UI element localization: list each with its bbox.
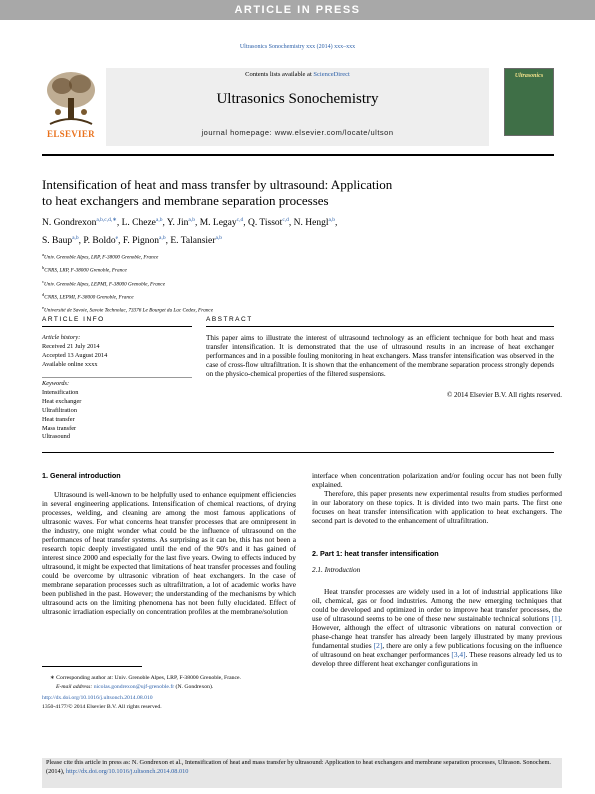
author-affiliation-mark[interactable]: c,d (236, 217, 244, 223)
footnote (42, 674, 302, 712)
affiliation-item (42, 303, 402, 316)
author-separator: , (116, 218, 122, 228)
doi-link[interactable]: http://dx.doi.org/10.1016/j.ultsonch.2014.08.010 (42, 695, 153, 702)
intro-paragraph-1: Ultrasound is well-known to be helpfully used to enhance equipment efficiencies in several engineering applications. Intensification of chemical reactions, of drying processes, welding, and cleaning are among the most famous applications of ultrasonic waves. For what concerns heat transfer processes that are omnipresent in the industry, one might wonder what could be the influence of ultrasound on the performances of heat transfer systems. As surprising as it can be, this has not been a research topic deeply investigated until the end of the 90's and it has gained of interest since 2000 and especially for the last five years. Owing to effects induced by ultrasound, it might be expected that limitations of heat transfer processes and fouling could be overcome by ultrasonic vibration of heat exchangers. In the case of membrane separation processes such as ultrafiltration, a lot of academic works have been published in the past. However; the understanding of the mechanisms by which ultrasound acts on the limiting phenomena has not been fully elucidated. Effect of ultrasonic irradiation especially on concentration profiles at the membrane/solution (42, 490, 296, 617)
contents-line (106, 71, 489, 78)
column-right (312, 471, 562, 668)
author-separator: , (194, 218, 200, 228)
author-affiliation-mark[interactable]: a,b (72, 235, 79, 241)
title-line-1: Intensification of heat and mass transfer by ultrasound: Application (42, 177, 393, 192)
author-name[interactable]: F. Pignon (122, 236, 160, 246)
author-separator: , (243, 218, 248, 228)
author-name[interactable]: M. Legay (199, 218, 237, 228)
author-affiliation-mark[interactable]: a,b (188, 217, 195, 223)
history-label: Article history: (42, 334, 81, 341)
journal-name: Ultrasonics Sonochemistry (216, 91, 379, 107)
affiliation-item (42, 290, 402, 303)
author-separator: , (78, 236, 84, 246)
author-name[interactable]: N. Gondrexon (42, 218, 97, 228)
keyword-item: Heat exchanger (42, 397, 82, 405)
para-segment: , there are only a few publications focusing on the influence of ultrasound on heat exchanger performances (312, 641, 562, 660)
keyword-item: Ultrasound (42, 433, 70, 441)
article-info-divider (42, 326, 192, 327)
affiliation-item (42, 263, 402, 276)
homepage-label: journal homepage: (201, 128, 273, 137)
journal-reference[interactable]: Ultrasonics Sonochemistry xxx (2014) xxx–xxx (239, 44, 356, 50)
contents-prefix: Contents lists available at (245, 71, 312, 78)
cover-title: Ultrasonics (514, 73, 544, 79)
section-2-heading: 2. Part 1: heat transfer intensification (312, 549, 439, 559)
email-suffix: (N. Gondrexon). (174, 683, 214, 690)
author-name[interactable]: S. Baup (42, 236, 73, 246)
journal-homepage (106, 128, 489, 137)
author-affiliation-mark[interactable]: a,b (155, 217, 163, 223)
affiliation-item (42, 277, 402, 290)
affiliation-text: Univ. Grenoble Alpes, LEPMI, F-38000 Grenoble, France (44, 281, 166, 288)
author-separator: , (165, 236, 171, 246)
affiliation-text: Université de Savoie, Savoie Technolac, 73376 Le Bourget du Lac Cedex, France (44, 308, 214, 315)
abstract-copyright: © 2014 Elsevier B.V. All rights reserved. (446, 391, 562, 399)
history-accepted: Accepted 13 August 2014 (42, 351, 108, 359)
citation-link[interactable]: [3,4] (451, 650, 466, 660)
author-name[interactable]: P. Boldo (83, 236, 116, 246)
author-name[interactable]: Y. Jin (166, 218, 189, 228)
affiliation-mark: d (42, 291, 45, 297)
affiliation-mark: e (42, 305, 44, 311)
citation-link[interactable]: [1] (551, 614, 561, 624)
corresponding-author: ∗ Corresponding author at: Univ. Grenoble Alpes, LRP, F-38000 Grenoble, France. (50, 675, 241, 681)
author-list (42, 213, 542, 249)
intro-paragraph-1-continued: interface when concentration polarization and/or fouling occur has not been fully explained. (312, 471, 562, 490)
author-affiliation-mark[interactable]: a,b (328, 217, 336, 223)
author-affiliation-mark[interactable]: a,b (159, 235, 166, 241)
keyword-item: Mass transfer (42, 424, 77, 432)
affiliation-text: Univ. Grenoble Alpes, LRP, F-38000 Grenoble, France (44, 254, 159, 261)
front-matter-divider (42, 452, 554, 453)
para-segment: . However, although the effect of ultrasonic vibrations on natural convection or phase-change heat transfer has already been largely illustrated by many previous fundamental studies (312, 614, 562, 651)
email-link[interactable]: nicolas.gondrexon@ujf-grenoble.fr (93, 683, 175, 690)
keywords-divider (42, 377, 192, 378)
affiliation-mark: b (42, 265, 45, 271)
affiliation-item (42, 250, 402, 263)
keyword-item: Heat transfer (42, 415, 75, 423)
abstract-heading: ABSTRACT (206, 316, 253, 323)
column-left (42, 490, 296, 616)
keywords-block (42, 380, 192, 442)
citation-text: Please cite this article in press as: N. Gondrexon et al., Intensification of heat and mass transfer by ultrasound: Application to heat exchangers and membrane separation processes, Ultrason. Sonochem. (2014), (46, 759, 552, 775)
author-affiliation-mark[interactable]: e (115, 235, 119, 241)
citation-link[interactable]: [2] (373, 641, 383, 651)
keyword-item: Intensification (42, 388, 79, 396)
intro-paragraph-2: Therefore, this paper presents new experimental results from studies performed in our laboratory on these topics. It is divided into two main parts. The first one focuses on heat transfer intensification with application to heat exchangers. The second part is devoted to the enhancement of ultrafiltration. (312, 489, 562, 526)
affiliation-mark: a (42, 252, 44, 257)
citation-box (42, 758, 562, 788)
history-online: Available online xxxx (42, 360, 98, 368)
email-label: E-mail address: (56, 683, 93, 690)
article-history (42, 334, 192, 370)
author-separator: , (288, 218, 294, 228)
author-affiliation-mark[interactable]: a,b (215, 235, 223, 241)
citation-doi-link[interactable]: http://dx.doi.org/10.1016/j.ultsonch.2014.08.010 (65, 768, 189, 775)
abstract-text: This paper aims to illustrate the interest of ultrasound technology as an efficient technique for both heat and mass transfer intensification. It is demonstrated that the use of ultrasound results in an increase of heat exchanger performances and in a possible fouling monitoring in heat exchangers. Mass transfer intensification was observed in the case of cross-flow ultrafiltration. It is shown that the enhancement of the membrane separation process strongly depends on the physico-chemical properties of the filtered suspensions. (206, 334, 554, 379)
section-2-1-heading: 2.1. Introduction (312, 566, 361, 575)
email-line (42, 683, 302, 692)
author-name[interactable]: E. Talansier (170, 236, 216, 246)
affiliation-text: CNRS, LRP, F-38000 Grenoble, France (44, 268, 127, 275)
author-affiliation-mark[interactable]: c,d (282, 217, 289, 223)
homepage-link[interactable]: www.elsevier.com/locate/ultson (274, 128, 394, 137)
article-in-press-banner: ARTICLE IN PRESS (0, 0, 595, 20)
title-line-2: to heat exchangers and membrane separation processes (42, 193, 329, 208)
author-affiliation-mark[interactable]: a,b,c,d,∗ (96, 217, 117, 223)
author-separator: , (335, 218, 338, 228)
sciencedirect-link[interactable]: ScienceDirect (313, 71, 350, 78)
affiliation-list (42, 250, 402, 317)
para-segment: . These reasons already led us to develop three different heat exchanger configurations in (312, 650, 562, 669)
elsevier-wordmark: ELSEVIER (47, 129, 95, 139)
keywords-label: Keywords: (42, 380, 70, 387)
history-received: Received 21 July 2014 (42, 342, 100, 350)
author-separator: , (118, 236, 123, 246)
article-title (42, 177, 512, 209)
affiliation-mark: c (42, 278, 44, 284)
journal-cover-thumbnail (504, 68, 554, 136)
abstract-divider (206, 326, 554, 327)
section-1-heading: 1. General introduction (42, 471, 121, 480)
section-2-1-paragraph (312, 587, 562, 668)
keyword-item: Ultrafiltration (42, 406, 77, 414)
article-info-heading: ARTICLE INFO (42, 316, 105, 323)
header-divider (42, 154, 554, 156)
author-name[interactable]: L. Cheze (121, 218, 156, 228)
footnote-divider (42, 666, 142, 667)
author-separator: , (162, 218, 167, 228)
para-segment: Heat transfer processes are widely used in a lot of industrial applications like oil, chemical, gas or food industries. Among the new emerging techniques that could be developed and optimized in order to improve heat transfer processes, the use of ultrasound seems to be one of these new sustainable technical solutions (312, 587, 562, 624)
affiliation-text: CNRS, LEPMI, F-38000 Grenoble, France (44, 294, 134, 301)
author-name[interactable]: N. Hengl (293, 218, 329, 228)
author-name[interactable]: Q. Tissot (247, 218, 283, 228)
issn-line: 1350-4177/© 2014 Elsevier B.V. All rights reserved. (42, 704, 162, 711)
